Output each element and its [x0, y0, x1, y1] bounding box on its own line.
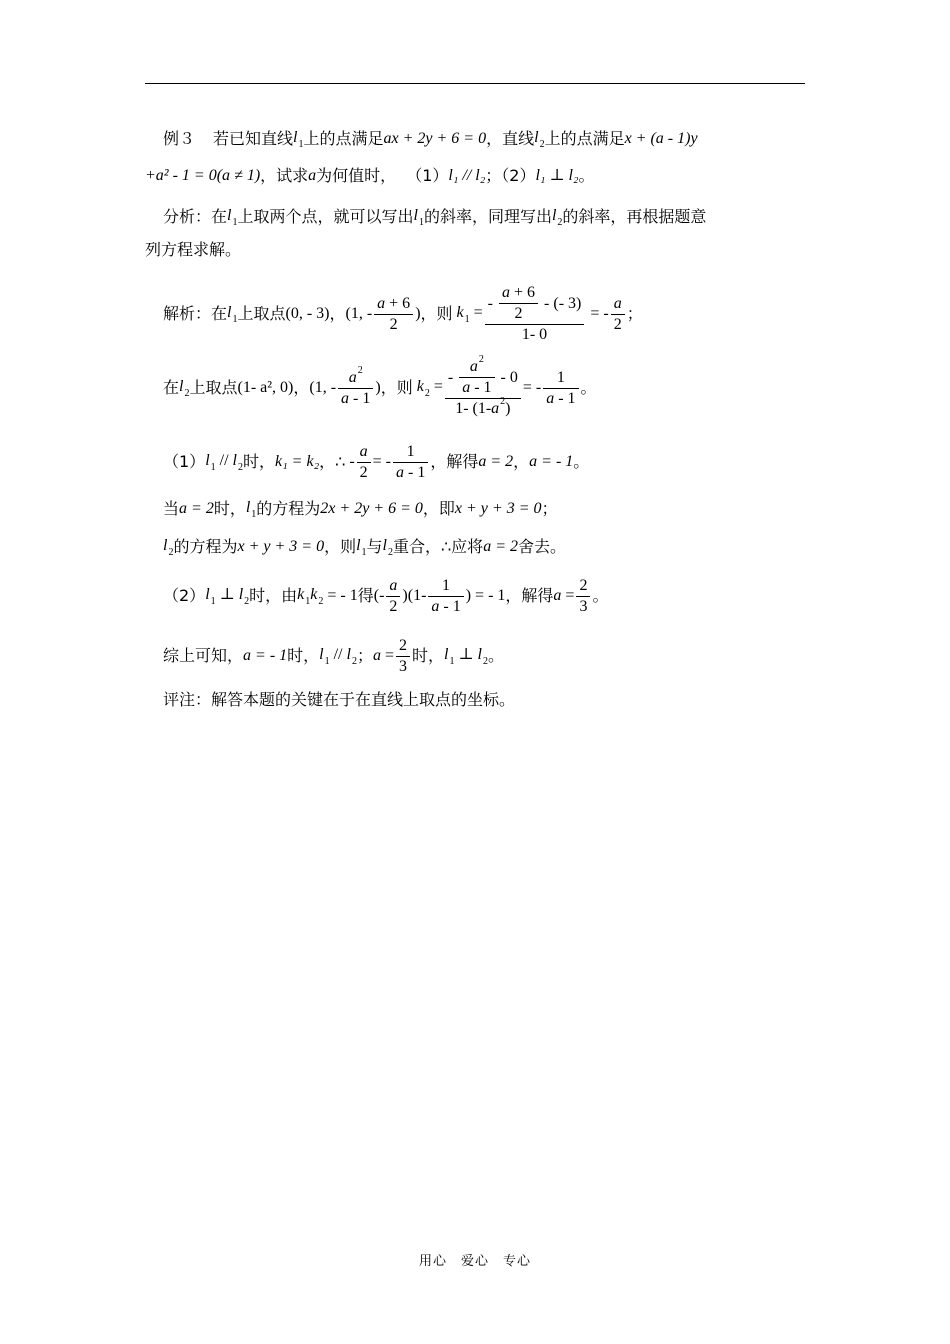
fraction-a-over-2: $\frac{a}{2}$ — [611, 294, 625, 335]
product-of-slopes: = - 1 — [327, 587, 358, 604]
fraction-a-over-2-c: $\frac{a}{2}$ — [386, 576, 400, 617]
part1-label: （1） — [163, 452, 206, 471]
equation-l1-simplified: x + y + 3 = 0 — [454, 500, 542, 517]
fraction-2-over-3: $\frac{2}{3}$ — [576, 576, 590, 617]
point-2: (1- a², 0) — [237, 379, 294, 396]
fraction-2-over-3-b: $\frac{2}{3}$ — [396, 636, 410, 677]
comment-text: 解答本题的关键在于在直线上取点的坐标。 — [211, 690, 516, 709]
fraction-a-squared-over-a-minus-1: a 2 a - 1 — [338, 368, 373, 409]
fraction-1-over-a-minus-1: 1 a - 1 — [543, 368, 578, 409]
point-1: (0, - 3) — [285, 305, 330, 322]
analysis-line-1: 分析： 在 $l_1$ 上取两个点，就可以写出 $l_1$ 的斜率，同理写出 $l_2$ 的斜率，再根据题意 — [163, 207, 707, 228]
analysis-label: 分析： — [163, 207, 212, 226]
part1-line-3: $l_2$ 的方程为 x + y + 3 = 0 ，则 $l_1$ 与 $l_2$ 重合，∴应将 a = 2 舍去。 — [163, 537, 566, 558]
root-a-2: a = 2 — [478, 453, 514, 470]
question-perpendicular: l₁ ⊥ l₂ — [535, 167, 579, 184]
fraction-a-over-2-b: $\frac{a}{2}$ — [357, 442, 371, 483]
solution-line-2: 在 $l_2$ 上取点 (1- a², 0) ， (1, - a 2 a - 1 ) ，则 $k_2$ = - a 2 a - 1 - 0 1- (1- a 2 ) = - 1 a - 1 。 — [163, 354, 597, 417]
fraction-a-plus-6-over-2: a + 6 2 — [374, 294, 413, 335]
question-parallel: l₁ // l₂ — [448, 167, 486, 184]
part1-line-2: 当 a = 2 时， $l_1$ 的方程为 2x + 2y + 6 = 0 ，即 x + y + 3 = 0 ； — [163, 499, 558, 520]
equation-line-2-part-2: +a² - 1 = 0(a ≠ 1) — [145, 167, 261, 184]
page-footer: 用心 爱心 专心 — [418, 1254, 531, 1269]
slope-k1-fraction: - a + 6 2 - (- 3) 1- 0 — [485, 283, 585, 345]
example-line-2: +a² - 1 = 0(a ≠ 1) ，试求 a 为何值时， （1） l₁ // l₂ ；（2） l₁ ⊥ l₂ 。 — [145, 166, 595, 185]
part1-line-1: （1） $l_1 // l_2$ 时， k₁ = k₂ ，∴ - $\frac{a}{2}$ = - 1 a - 1 ，解得 a = 2 ， a = - 1 。 — [163, 442, 590, 481]
equation-line-2-part-1: x + (a - 1)y — [624, 130, 698, 147]
comment-label: 评注： — [163, 690, 212, 709]
equation-l2-a2: x + y + 3 = 0 — [237, 538, 325, 555]
slopes-equal: k₁ = k₂ — [275, 453, 320, 470]
summary-line: 综上可知， a = - 1 时， $l_1 // l_2$ ； a = $\frac{2}{3}$ 时， $l_1$ ⊥ $l_2$ 。 — [163, 636, 504, 675]
equation-l1-a2: 2x + 2y + 6 = 0 — [320, 500, 423, 517]
slope-k2-fraction: - a 2 a - 1 - 0 1- (1- a 2 ) — [445, 357, 521, 419]
comment-line — [163, 690, 515, 710]
solution-line-1: 解析： 在 $l_1$ 上取点 (0, - 3) ， (1, - a + 6 2 ) ，则 $k_1$ = - a + 6 2 - (- 3) 1- 0 = - $\frac{a}{2}$ ； — [163, 284, 643, 343]
header-rule — [145, 83, 805, 84]
equation-line-1: ax + 2y + 6 = 0 — [383, 130, 487, 147]
part2-line: （2） $l_1$ ⊥ $l_2$ 时，由 $k_1k_2$ = - 1 得 (- $\frac{a}{2}$ )(1- 1 a - 1 ) = - 1 ，解得 a = $\frac{2}{3}$ 。 — [163, 576, 609, 615]
solution-label: 解析： — [163, 304, 212, 323]
analysis-line-2: 列方程求解。 — [145, 240, 242, 259]
fraction-1-over-a-minus-1-c: 1 a - 1 — [428, 576, 463, 617]
summary-label: 综上可知， — [163, 646, 244, 665]
part2-label: （2） — [163, 586, 206, 605]
example-label: 例３ — [163, 129, 196, 148]
fraction-1-over-a-minus-1-b: 1 a - 1 — [393, 442, 428, 483]
example-line-1: 例３ 若已知直线 $l_1$ 上的点满足 ax + 2y + 6 = 0 ，直线 $l_2$ 上的点满足 x + (a - 1)y — [163, 129, 698, 150]
root-a-minus-1: a = - 1 — [529, 453, 574, 470]
